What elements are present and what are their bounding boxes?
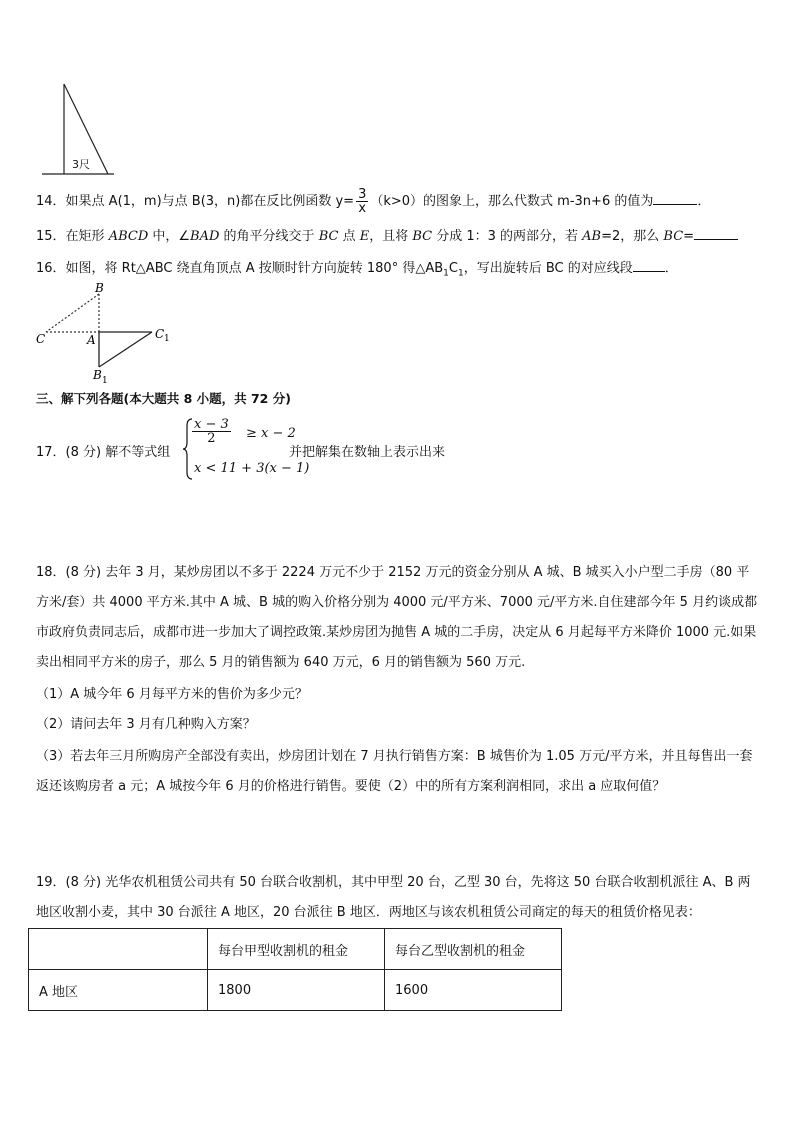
point-label-C: C — [36, 332, 46, 346]
q17-ineq1-rhs: ≥ x − 2 — [246, 426, 296, 441]
q15-var: BC — [412, 229, 433, 244]
rotation-figure — [34, 280, 184, 388]
point-label-B1: B — [93, 368, 102, 382]
q15-text: =2，那么 — [601, 229, 664, 244]
q17-ineq1-numerator: x − 3 — [194, 417, 229, 432]
question-19-body: 19．(8 分) 光华农机租赁公司共有 50 台联合收割机，其中甲型 20 台，乙型 30 台，先将这 50 台联合收割机派往 A、B 两地区收割小麦，其中 30 台派往 A 地区，20 台派往 B 地区．两地区与该农机租赁公司商定的每天的租赁价格见表： — [36, 875, 751, 920]
q17-ineq1-denominator: 2 — [207, 431, 216, 446]
table-cell: A 地区 — [29, 970, 208, 1011]
question-17 — [36, 418, 496, 482]
q14-fraction — [356, 188, 368, 215]
point-label-C1-sub: 1 — [164, 334, 170, 344]
q14-answer-blank — [653, 204, 697, 205]
table-header-cell — [29, 929, 208, 970]
q15-text: 15．在矩形 — [36, 229, 109, 244]
q16-text: 16．如图，将 Rt△ABC 绕直角顶点 A 按顺时针方向旋转 180° 得△AB — [36, 261, 444, 276]
q14-text-after: （k>0）的图象上，那么代数式 m-3n+6 的值为 — [370, 194, 654, 209]
q15-var: BAD — [190, 229, 220, 244]
q14-fraction-numerator: 3 — [358, 187, 367, 202]
q15-text: 点 — [338, 229, 360, 244]
q15-text: = — [683, 229, 695, 244]
q16-end: ． — [664, 261, 678, 276]
q17-ineq1-fraction — [192, 418, 231, 445]
q18-subquestion-3: （3）若去年三月所购房产全部没有卖出，炒房团计划在 7 月执行销售方案：B 城售价为 1.05 万元/平方米，并且每售出一套返还该购房者 a 元；A 城按今年 6 月的价格进行销售。要使（2）中的所有方案利润相同，求出 a 应取何值？ — [36, 749, 753, 794]
table-header-row — [29, 929, 562, 970]
q15-var: BC — [663, 229, 684, 244]
table-cell: 1800 — [208, 970, 385, 1011]
q15-text: ，且将 — [369, 229, 413, 244]
point-label-C1: C — [155, 327, 165, 341]
q18-subquestion-2: （2）请问去年 3 月有几种购入方案？ — [36, 717, 256, 732]
q14-fraction-denominator: x — [358, 201, 367, 216]
q17-label: 17．(8 分) 解不等式组 — [36, 445, 171, 460]
table-header-cell: 每台甲型收割机的租金 — [208, 929, 385, 970]
q16-subscript: 1 — [457, 268, 464, 279]
triangle-label: 3尺 — [72, 158, 90, 171]
q15-var: ABCD — [108, 229, 149, 244]
segment-BC-dotted — [46, 294, 99, 332]
q16-text-mid: C — [448, 261, 458, 276]
q15-var: E — [359, 229, 370, 244]
q15-answer-blank — [694, 239, 738, 240]
table-header-cell: 每台乙型收割机的租金 — [385, 929, 562, 970]
question-15 — [36, 228, 738, 246]
q15-text: 分成 1：3 的两部分，若 — [432, 229, 583, 244]
table-row — [29, 970, 562, 1011]
question-14 — [36, 188, 710, 214]
table-cell: 1600 — [385, 970, 562, 1011]
q15-text: 的角平分线交于 — [219, 229, 319, 244]
q16-text-after: ，写出旋转后 BC 的对应线段 — [463, 261, 633, 276]
triangle-figure — [40, 80, 120, 176]
point-label-A: A — [87, 333, 96, 347]
q14-text-before: 14．如果点 A(1，m)与点 B(3，n)都在反比例函数 y= — [36, 194, 355, 209]
segment-B1C1 — [99, 332, 152, 367]
q16-answer-blank — [633, 271, 665, 272]
point-label-B: B — [95, 281, 104, 295]
question-18-body: 18．(8 分) 去年 3 月，某炒房团以不多于 2224 万元不少于 2152 万元的资金分别从 A 城、B 城买入小户型二手房（80 平方米/套）共 4000 平方米.其中 A 城、B 城的购入价格分别为 4000 元/平方米、7000 元/平方米.自住建部今年 5 月约谈成都市政府负责同志后，成都市进一步加大了调控政策.某炒房团为抛售 A 城的二手房，决定从 6 月起每平方米降价 1000 元.如果卖出相同平方米的房子，那么 5 月的销售额为 640 万元，6 月的销售额为 560 万元. — [36, 565, 758, 670]
q14-end: ． — [697, 194, 711, 209]
q16-subscript: 1 — [443, 268, 449, 279]
point-label-B1-sub: 1 — [102, 376, 108, 386]
q17-ineq2: x < 11 + 3(x − 1) — [194, 461, 310, 476]
rental-price-table — [28, 928, 562, 1011]
q15-var: AB — [582, 229, 602, 244]
section-3-title: 三、解下列各题(本大题共 8 小题，共 72 分) — [36, 391, 291, 406]
q18-subquestion-1: （1）A 城今年 6 月每平方米的售价为多少元？ — [36, 687, 308, 702]
q15-text: 中，∠ — [148, 229, 191, 244]
q15-var: BC — [318, 229, 339, 244]
q17-tail: 并把解集在数轴上表示出来 — [289, 445, 446, 460]
